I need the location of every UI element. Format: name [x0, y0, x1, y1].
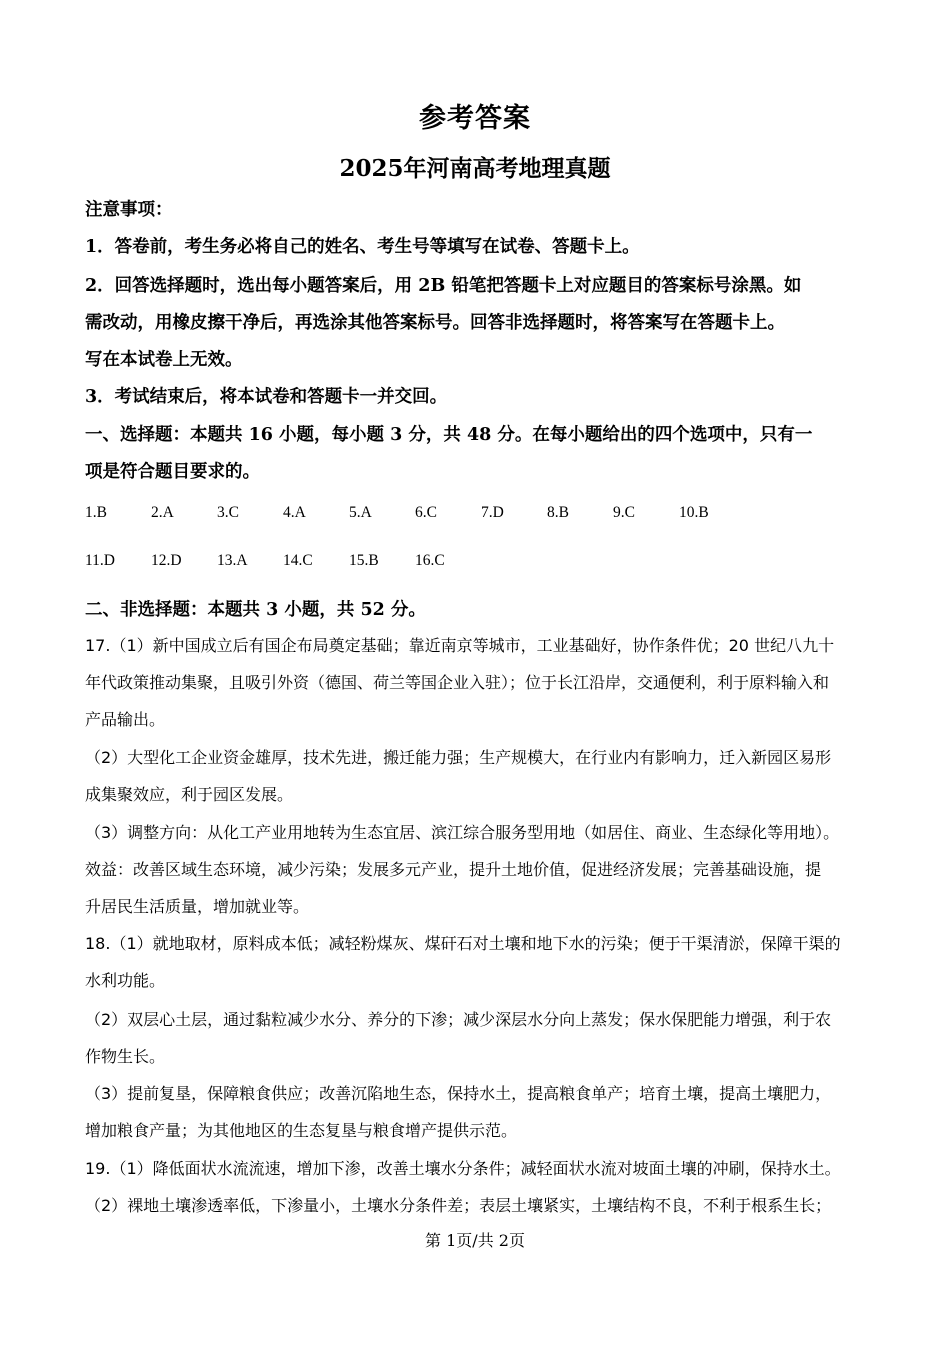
answer-item: 4.A [283, 504, 306, 521]
answer-text-line: 年代政策推动集聚，且吸引外资（德国、荷兰等国企业入驻）；位于长江沿岸，交通便利，利于原料输入和 [85, 673, 830, 692]
section-2-heading: 二、非选择题：本题共 3 小题，共 52 分。 [85, 600, 426, 620]
answer-text-line: 成集聚效应，利于园区发展。 [85, 785, 294, 804]
answer-text-line: 增加粮食产量；为其他地区的生态复垦与粮食增产提供示范。 [85, 1121, 518, 1140]
answer-item: 14.C [283, 552, 313, 569]
answer-item: 12.D [151, 552, 182, 569]
notice-item-1: 1．答卷前，考生务必将自己的姓名、考生号等填写在试卷、答题卡上。 [85, 237, 640, 257]
answer-item: 10.B [679, 504, 709, 521]
answer-item: 6.C [415, 504, 437, 521]
answer-text-line: 效益：改善区域生态环境，减少污染；发展多元产业，提升土地价值，促进经济发展；完善基础设施，提 [85, 860, 822, 879]
answer-text-line: 作物生长。 [85, 1047, 166, 1066]
answer-text-line: （2）双层心土层，通过黏粒减少水分、养分的下渗；减少深层水分向上蒸发；保水保肥能力增强，利于农 [85, 1010, 832, 1029]
notice-item-3: 3．考试结束后，将本试卷和答题卡一并交回。 [85, 387, 448, 407]
answer-item: 2.A [151, 504, 174, 521]
answer-text-line: （2）大型化工企业资金雄厚，技术先进，搬迁能力强；生产规模大，在行业内有影响力，迁入新园区易形 [85, 748, 832, 767]
answer-item: 1.B [85, 504, 107, 521]
answer-text-line: （3）提前复垦，保障粮食供应；改善沉陷地生态，保持水土，提高粮食单产；培育土壤，提高土壤肥力， [85, 1084, 832, 1103]
section-1-heading-line-2: 项是符合题目要求的。 [85, 462, 260, 482]
answer-item: 8.B [547, 504, 569, 521]
answer-text-line: 18.（1）就地取材，原料成本低；减轻粉煤灰、煤矸石对土壤和地下水的污染；便于干渠清淤，保障干渠的 [85, 934, 841, 953]
notice-item-2-line-3: 写在本试卷上无效。 [85, 350, 243, 370]
answer-item: 16.C [415, 552, 445, 569]
answer-item: 7.D [481, 504, 504, 521]
answer-item: 9.C [613, 504, 635, 521]
document-subtitle: 2025年河南高考地理真题 [339, 155, 611, 182]
notice-item-2-line-2: 需改动，用橡皮擦干净后，再选涂其他答案标号。回答非选择题时，将答案写在答题卡上。 [85, 313, 785, 333]
answer-text-line: 19.（1）降低面状水流流速，增加下渗，改善土壤水分条件；减轻面状水流对坡面土壤的冲刷，保持水土。 [85, 1159, 841, 1178]
answer-text-line: （3）调整方向：从化工产业用地转为生态宜居、滨江综合服务型用地（如居住、商业、生态绿化等用地）。 [85, 823, 840, 842]
notice-heading: 注意事项： [85, 200, 173, 220]
answer-item: 11.D [85, 552, 115, 569]
answer-item: 15.B [349, 552, 379, 569]
answer-text-line: 产品输出。 [85, 710, 166, 729]
answer-item: 5.A [349, 504, 372, 521]
answer-item: 3.C [217, 504, 239, 521]
answer-text-line: 升居民生活质量，增加就业等。 [85, 897, 310, 916]
notice-item-2-line-1: 2．回答选择题时，选出每小题答案后，用 2B 铅笔把答题卡上对应题目的答案标号涂黑。如 [85, 276, 802, 296]
answer-text-line: 水利功能。 [85, 971, 166, 990]
page-number: 第 1页/共 2页 [425, 1231, 525, 1250]
answer-item: 13.A [217, 552, 248, 569]
answer-text-line: （2）裸地土壤渗透率低，下渗量小，土壤水分条件差；表层土壤紧实，土壤结构不良，不利于根系生长； [85, 1196, 832, 1215]
answer-text-line: 17.（1）新中国成立后有国企布局奠定基础；靠近南京等城市，工业基础好，协作条件优；20 世纪八九十 [85, 636, 835, 655]
section-1-heading-line-1: 一、选择题：本题共 16 小题，每小题 3 分，共 48 分。在每小题给出的四个选项中，只有一 [85, 425, 813, 445]
document-title: 参考答案 [419, 103, 531, 134]
